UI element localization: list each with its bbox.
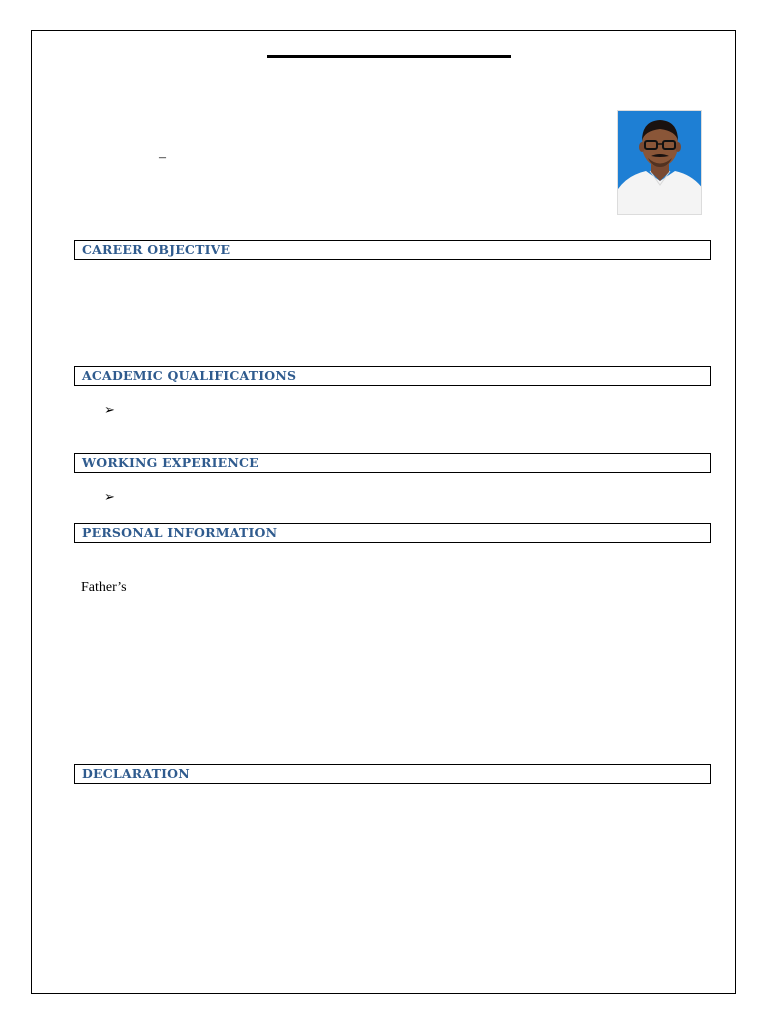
profile-photo: [617, 110, 702, 215]
title-underline: [267, 55, 511, 58]
section-career-objective: CAREER OBJECTIVE: [74, 240, 711, 260]
fathers-name-label: Father’s: [81, 580, 127, 595]
academic-bullet-icon: ➢: [104, 403, 115, 418]
section-academic-qualifications: ACADEMIC QUALIFICATIONS: [74, 366, 711, 386]
profile-photo-image: [618, 111, 702, 215]
section-working-experience: WORKING EXPERIENCE: [74, 453, 711, 473]
experience-bullet-icon: ➢: [104, 490, 115, 505]
section-declaration: DECLARATION: [74, 764, 711, 784]
section-personal-information: PERSONAL INFORMATION: [74, 523, 711, 543]
header-dash: –: [159, 150, 166, 165]
